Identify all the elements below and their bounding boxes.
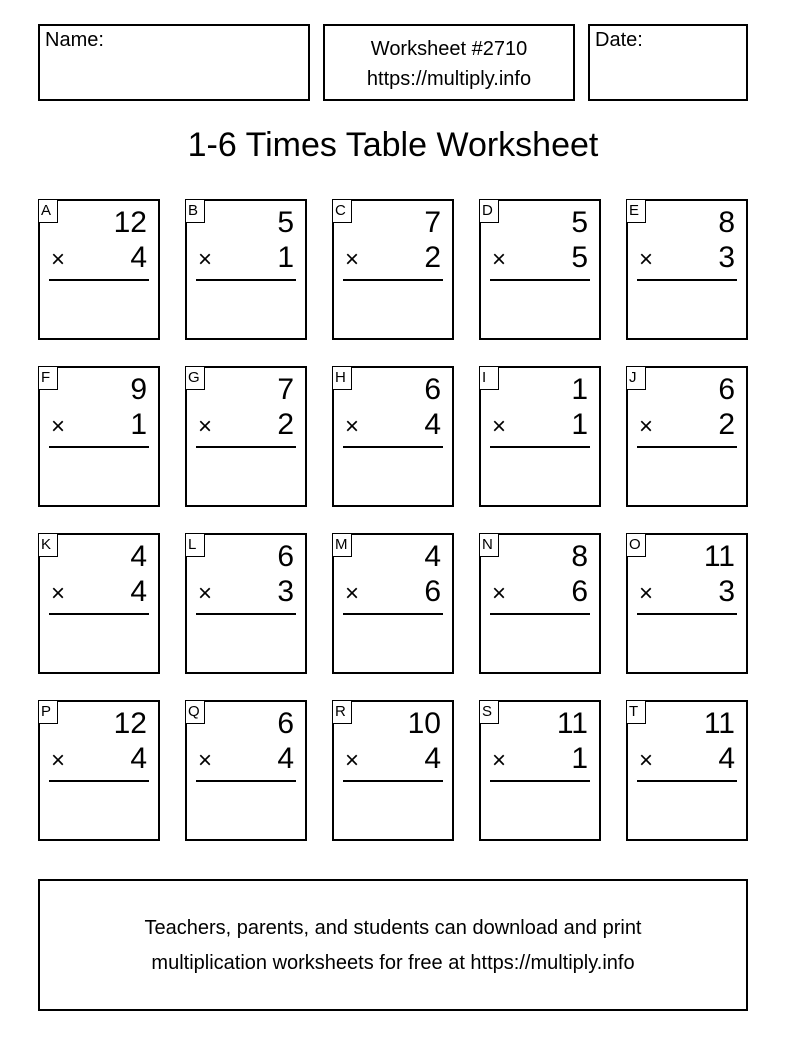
footer-line-1: Teachers, parents, and students can download and print: [144, 917, 642, 939]
problem-f: [38, 366, 160, 507]
multiplicand: 5: [277, 206, 294, 239]
problem-o: [626, 533, 748, 674]
worksheet-url: https://multiply.info: [366, 68, 532, 90]
problem-b: [185, 199, 307, 340]
multiplier: 4: [424, 742, 441, 775]
answer-line: [49, 446, 149, 448]
problem-a: [38, 199, 160, 340]
problem-t: [626, 700, 748, 841]
date-field-box: [588, 24, 748, 101]
answer-line: [343, 446, 443, 448]
multiplier: 4: [277, 742, 294, 775]
answer-line: [196, 613, 296, 615]
problem-s: [479, 700, 601, 841]
answer-line: [196, 446, 296, 448]
answer-line: [343, 279, 443, 281]
multiplier: 2: [277, 408, 294, 441]
multiplier: 1: [277, 241, 294, 274]
problem-letter: E: [626, 199, 646, 223]
answer-line: [49, 780, 149, 782]
problem-letter: K: [38, 533, 58, 557]
problem-letter: O: [626, 533, 646, 557]
problem-letter: N: [479, 533, 499, 557]
multiply-sign: ×: [198, 580, 213, 607]
multiply-sign: ×: [639, 413, 654, 440]
name-label: Name:: [45, 29, 104, 51]
worksheet-info-box: [323, 24, 575, 101]
multiplicand: 7: [277, 373, 294, 406]
problem-letter: G: [185, 366, 205, 390]
multiply-sign: ×: [51, 747, 66, 774]
problem-g: [185, 366, 307, 507]
multiplier: 4: [130, 742, 147, 775]
multiplicand: 7: [424, 206, 441, 239]
answer-line: [196, 780, 296, 782]
multiplier: 6: [571, 575, 588, 608]
multiplicand: 6: [277, 707, 294, 740]
multiplier: 1: [571, 408, 588, 441]
multiply-sign: ×: [345, 747, 360, 774]
problem-e: [626, 199, 748, 340]
answer-line: [343, 613, 443, 615]
multiply-sign: ×: [198, 246, 213, 273]
multiply-sign: ×: [639, 747, 654, 774]
problem-letter: T: [626, 700, 646, 724]
problem-l: [185, 533, 307, 674]
multiplier: 3: [277, 575, 294, 608]
problem-j: [626, 366, 748, 507]
multiplicand: 11: [703, 540, 735, 573]
multiplicand: 6: [277, 540, 294, 573]
answer-line: [490, 780, 590, 782]
multiply-sign: ×: [345, 246, 360, 273]
multiply-sign: ×: [51, 413, 66, 440]
problem-h: [332, 366, 454, 507]
problem-letter: Q: [185, 700, 205, 724]
multiply-sign: ×: [639, 246, 654, 273]
multiplier: 2: [718, 408, 735, 441]
multiplicand: 6: [718, 373, 735, 406]
multiplicand: 5: [571, 206, 588, 239]
problem-p: [38, 700, 160, 841]
problem-letter: C: [332, 199, 352, 223]
multiplicand: 4: [424, 540, 441, 573]
answer-line: [49, 279, 149, 281]
multiplicand: 6: [424, 373, 441, 406]
answer-line: [637, 446, 737, 448]
problem-letter: M: [332, 533, 352, 557]
footer-line-2: multiplication worksheets for free at https://multiply.info: [151, 952, 635, 974]
multiplicand: 1: [571, 373, 588, 406]
multiplier: 5: [571, 241, 588, 274]
multiplicand: 8: [571, 540, 588, 573]
problem-letter: A: [38, 199, 58, 223]
answer-line: [196, 279, 296, 281]
multiply-sign: ×: [492, 580, 507, 607]
answer-line: [343, 780, 443, 782]
multiply-sign: ×: [492, 747, 507, 774]
multiplier: 3: [718, 241, 735, 274]
answer-line: [490, 613, 590, 615]
problem-letter: L: [185, 533, 205, 557]
problem-letter: D: [479, 199, 499, 223]
multiply-sign: ×: [492, 413, 507, 440]
multiply-sign: ×: [345, 413, 360, 440]
multiplier: 4: [130, 575, 147, 608]
problem-k: [38, 533, 160, 674]
multiplier: 4: [718, 742, 735, 775]
date-label: Date:: [595, 29, 643, 51]
answer-line: [490, 446, 590, 448]
multiply-sign: ×: [51, 246, 66, 273]
multiplicand: 9: [130, 373, 147, 406]
footer-box: [38, 879, 748, 1011]
multiply-sign: ×: [51, 580, 66, 607]
answer-line: [49, 613, 149, 615]
multiplicand: 11: [703, 707, 735, 740]
multiplier: 1: [130, 408, 147, 441]
multiply-sign: ×: [639, 580, 654, 607]
multiplier: 2: [424, 241, 441, 274]
problem-letter: F: [38, 366, 58, 390]
multiply-sign: ×: [198, 747, 213, 774]
multiplicand: 8: [718, 206, 735, 239]
multiplicand: 12: [113, 707, 147, 740]
problem-letter: R: [332, 700, 352, 724]
multiply-sign: ×: [198, 413, 213, 440]
multiplier: 1: [571, 742, 588, 775]
problem-letter: H: [332, 366, 352, 390]
multiplicand: 10: [407, 707, 441, 740]
name-field-box: [38, 24, 310, 101]
answer-line: [490, 279, 590, 281]
problem-m: [332, 533, 454, 674]
problem-letter: P: [38, 700, 58, 724]
multiplier: 4: [130, 241, 147, 274]
multiplicand: 12: [113, 206, 147, 239]
problem-d: [479, 199, 601, 340]
worksheet-title: 1-6 Times Table Worksheet: [187, 126, 599, 164]
answer-line: [637, 279, 737, 281]
problem-letter: J: [626, 366, 646, 390]
problem-q: [185, 700, 307, 841]
multiplier: 4: [424, 408, 441, 441]
problem-i: [479, 366, 601, 507]
answer-line: [637, 613, 737, 615]
multiply-sign: ×: [492, 246, 507, 273]
multiplicand: 11: [556, 707, 588, 740]
problem-letter: I: [479, 366, 499, 390]
multiplicand: 4: [130, 540, 147, 573]
problem-r: [332, 700, 454, 841]
problem-letter: S: [479, 700, 499, 724]
problem-letter: B: [185, 199, 205, 223]
multiply-sign: ×: [345, 580, 360, 607]
multiplier: 3: [718, 575, 735, 608]
multiplier: 6: [424, 575, 441, 608]
problem-c: [332, 199, 454, 340]
worksheet-number: Worksheet #2710: [370, 38, 528, 60]
answer-line: [637, 780, 737, 782]
problem-n: [479, 533, 601, 674]
